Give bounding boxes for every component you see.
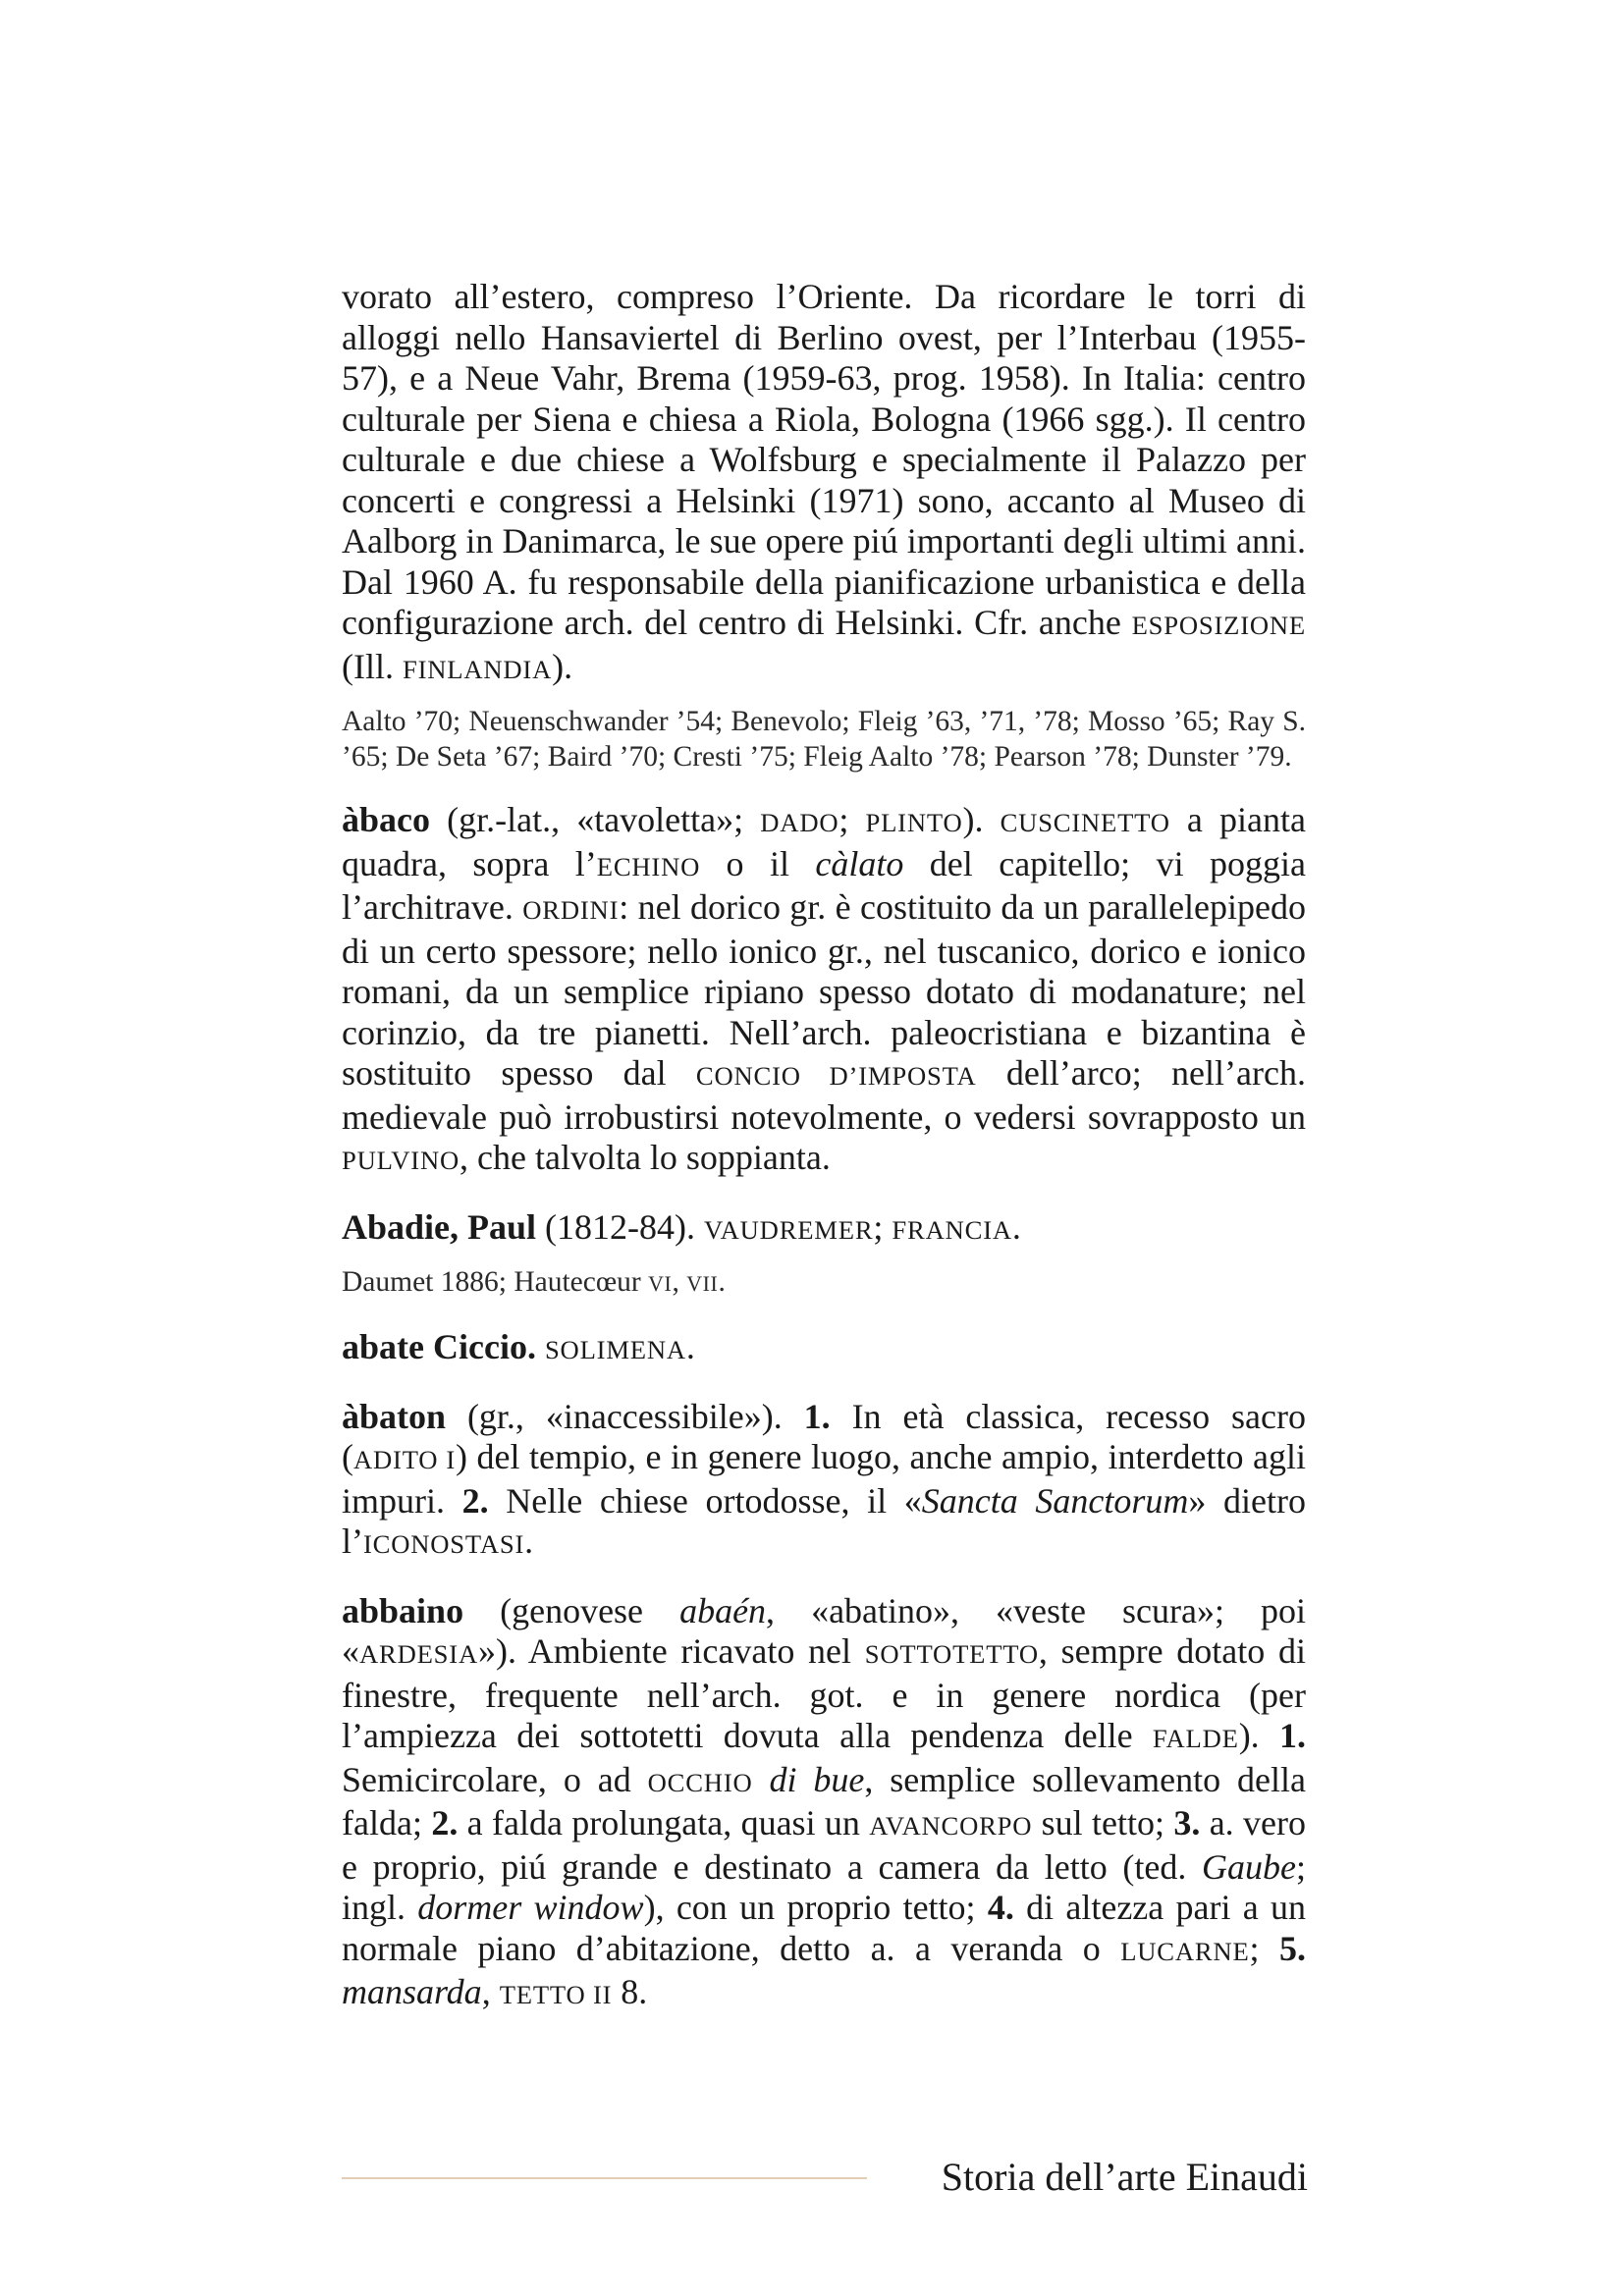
headword: àbaco <box>342 800 430 839</box>
entry-abaton: àbaton (gr., «inaccessibile»). 1. In età classica, recesso sacro (ADITO I) del tempio, e in genere luogo, anche ampio, interdetto agli impuri. 2. Nelle chiese ortodosse, il «Sancta Sanctorum» dietro l’ICONOSTASI. <box>342 1396 1307 1561</box>
aalto-bibliography: Aalto ’70; Neuenschwander ’54; Benevolo; Fleig ’63, ’71, ’78; Mosso ’65; Ray S. ’65; De Seta ’67; Baird ’70; Cresti ’75; Fleig Aalto ’78; Pearson ’78; Dunster ’79. <box>342 706 1306 773</box>
cross-reference: OCCHIO <box>647 1767 753 1797</box>
headword: Abadie, Paul <box>342 1206 537 1247</box>
cross-reference: CUSCINETTO <box>1000 808 1170 837</box>
cross-reference: ADITO I <box>353 1445 456 1474</box>
cross-reference: DADO <box>760 808 839 837</box>
entry-abbaino: abbaino (genovese abaén, «abatino», «veste scura»; poi «ARDESIA»). Ambiente ricavato nel SOTTOTETTO, sempre dotato di finestre, frequente nell’arch. got. e in genere nordica (per l’ampiezza dei sottotetti dovuta alla pendenza delle FALDE). 1. Semicircolare, o ad OCCHIO di bue, semplice sollevamento della falda; 2. a falda prolungata, quasi un AVANCORPO sul tetto; 3. a. vero e proprio, piú grande e destinato a camera da letto (ted. Gaube; ingl. dormer window), con un proprio tetto; 4. di altezza pari a un normale piano d’abitazione, detto a. a veranda o LUCARNE; 5. mansarda, TETTO II 8. <box>342 1590 1307 2011</box>
entry-abaco: àbaco (gr.-lat., «tavoletta»; DADO; PLINTO). CUSCINETTO a pianta quadra, sopra l’ECHINO o il càlato del capitello; vi poggia l’architrave. ORDINI: nel dorico gr. è costituito da un parallelepipedo di un certo spessore; nello ionico gr., nel tuscanico, dorico e ionico romani, da un semplice ripiano spesso dotato di modanature; nel corinzio, da tre pianetti. Nell’arch. paleocristiana e bizantina è sostituito spesso dal CONCIO D’IMPOSTA dell’arco; nell’arch. medievale può irrobustirsi notevolmente, o vedersi sovrapposto un PULVINO, che talvolta lo soppianta. <box>342 800 1307 1177</box>
headword: àbaton <box>342 1396 447 1436</box>
cross-reference: VAUDREMER <box>704 1214 874 1245</box>
cross-reference: PULVINO <box>342 1146 460 1175</box>
cross-reference: FINLANDIA <box>402 654 553 684</box>
cross-reference: LUCARNE <box>1120 1936 1250 1966</box>
footer-divider <box>342 2177 867 2179</box>
entry-abate-ciccio: abate Ciccio. SOLIMENA. <box>342 1327 695 1366</box>
cross-reference: FALDE <box>1152 1724 1239 1753</box>
footer-title: Storia dell’arte Einaudi <box>941 2155 1308 2199</box>
entry-abadie: Abadie, Paul (1812-84). VAUDREMER; FRANCIA. <box>342 1206 1021 1247</box>
cross-reference: ESPOSIZIONE <box>1131 611 1306 640</box>
text-column <box>342 277 1306 2016</box>
cross-reference: FRANCIA <box>892 1214 1012 1245</box>
cross-reference: ORDINI <box>522 895 620 925</box>
aalto-entry-continuation: vorato all’estero, compreso l’Oriente. Da ricordare le torri di alloggi nello Hansaviertel di Berlino ovest, per l’Interbau (1955-57), e a Neue Vahr, Brema (1959-63, prog. 1958). In Italia: centro culturale per Siena e chiesa a Riola, Bologna (1966 sgg.). Il centro culturale e due chiese a Wolfsburg e specialmente il Palazzo per concerti e congressi a Helsinki (1971) sono, accanto al Museo di Aalborg in Danimarca, le sue opere piú importanti degli ultimi anni. Dal 1960 A. fu responsabile della pianificazione urbanistica e della configurazione arch. del centro di Helsinki. Cfr. anche ESPOSIZIONE (Ill. FINLANDIA). <box>342 277 1306 686</box>
cross-reference: SOLIMENA <box>544 1335 686 1364</box>
headword: abbaino <box>342 1590 464 1630</box>
cross-reference: ICONOSTASI <box>363 1529 525 1559</box>
abadie-bibliography: Daumet 1886; Hautecœur VI, VII. <box>342 1266 726 1298</box>
cross-reference: PLINTO <box>865 808 963 837</box>
cross-reference: CONCIO D’IMPOSTA <box>695 1061 977 1091</box>
cross-reference: AVANCORPO <box>869 1811 1033 1841</box>
cross-reference: ECHINO <box>596 851 701 881</box>
entry-text: vorato all’estero, compreso l’Oriente. Da ricordare le torri di alloggi nello Hansaviertel di Berlino ovest, per l’Interbau (1955-57), e a Neue Vahr, Brema (1959-63, prog. 1958). In Italia: centro culturale per Siena e chiesa a Riola, Bologna (1966 sgg.). Il centro culturale e due chiese a Wolfsburg e specialmente il Palazzo per concerti e congressi a Helsinki (1971) sono, accanto al Museo di Aalborg in Danimarca, le sue opere piú importanti degli ultimi anni. Dal 1960 A. fu responsabile della pianificazione urbanistica e della configurazione arch. del centro di Helsinki. Cfr. anche <box>342 277 1306 642</box>
cross-reference: SOTTOTETTO <box>864 1639 1039 1669</box>
headword: abate Ciccio. <box>342 1327 536 1366</box>
cross-reference: ARDESIA <box>359 1639 478 1669</box>
cross-reference: TETTO II <box>499 1980 613 2009</box>
